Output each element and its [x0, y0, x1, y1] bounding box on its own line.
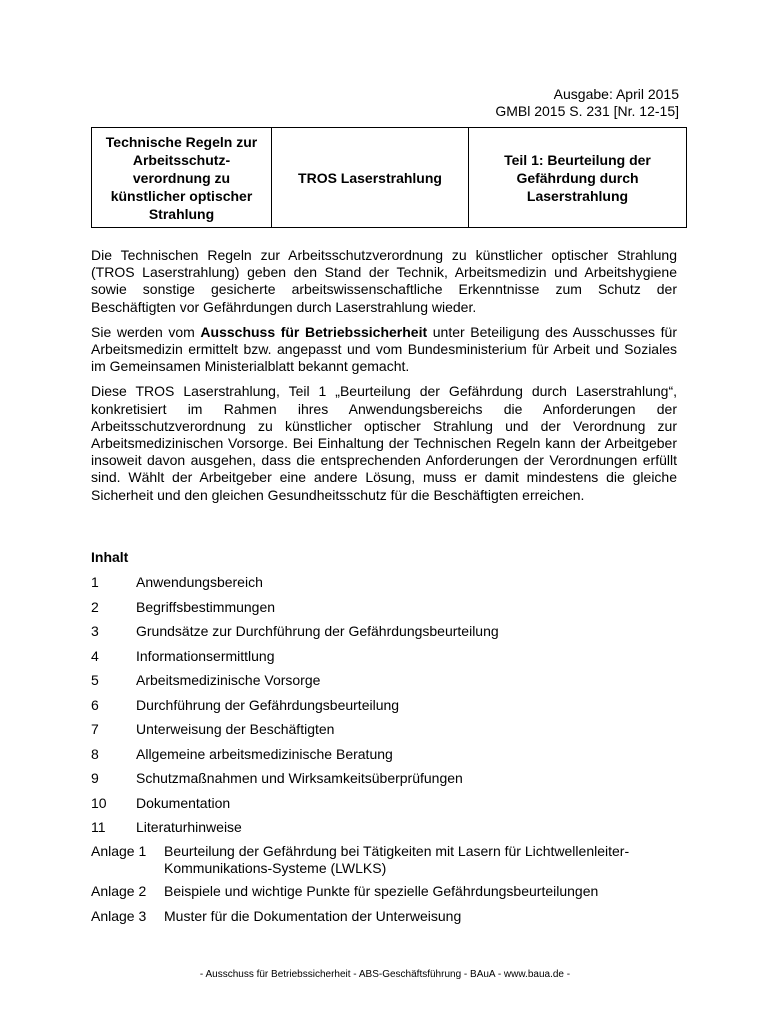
toc-item[interactable] — [91, 795, 677, 820]
toc-item-label: Durchführung der Gefährdungsbeurteilung — [136, 696, 400, 713]
toc-item[interactable] — [91, 648, 677, 673]
toc-item-label: Arbeitsmedizinische Vorsorge — [136, 672, 321, 688]
edition-date: Ausgabe: April 2015 — [553, 86, 679, 102]
annex-number: Anlage 1 — [91, 843, 147, 859]
toc-item-number: 5 — [91, 672, 99, 688]
toc-item[interactable] — [91, 770, 677, 795]
title-table — [91, 127, 687, 228]
toc-item[interactable] — [91, 819, 677, 844]
toc-item-label: Informationsermittlung — [136, 647, 275, 664]
toc-item-number: 9 — [91, 770, 99, 786]
toc-item-label: Unterweisung der Beschäftigten — [136, 721, 335, 737]
toc-annex-item[interactable] — [91, 843, 677, 877]
toc-item[interactable] — [91, 746, 677, 771]
toc-item-number: 3 — [91, 623, 99, 639]
toc-item-label: Anwendungsbereich — [136, 574, 263, 590]
intro-paragraph-1: Die Technischen Regeln zur Arbeitsschutzverordnung zu künstlicher optischer Strahlung (TROS Laserstrahlung) geben den Stand der Technik, Arbeitsmedizin und Arbeitshygiene sowie sonstige gesicherte arbeitswissenschaftliche Erkenntnisse zum Schutz der Beschäftigten vor Gefährdungen durch Laserstrahlung wieder. — [91, 247, 677, 315]
toc-item-number: 6 — [91, 696, 99, 713]
annex-label: Beispiele und wichtige Punkte für spezielle Gefährdungsbeurteilungen — [164, 883, 599, 899]
toc-annex-item[interactable] — [91, 883, 677, 900]
title-cell-regulation: Technische Regeln zur Arbeitsschutz-verordnung zu künstlicher optischer Strahlung — [105, 133, 258, 222]
table-of-contents — [91, 574, 677, 844]
annex-label: Muster für die Dokumentation der Unterweisung — [164, 908, 462, 924]
annex-label: Beurteilung der Gefährdung bei Tätigkeiten mit Lasern für Lichtwellenleiter-Kommunikations-Systeme (LWLKS) — [164, 843, 630, 876]
toc-item[interactable] — [91, 599, 677, 624]
para2-end: unter Beteiligung des Ausschusses für Arbeitsmedizin ermittelt bzw. angepasst und vom Bundesministerium für Arbeit und Soziales im Gemeinsamen Ministerialblatt bekannt gemacht. — [91, 323, 677, 375]
toc-item[interactable] — [91, 697, 677, 722]
toc-item-number: 8 — [91, 745, 99, 762]
toc-annex-item[interactable] — [91, 908, 677, 925]
toc-item-number: 11 — [91, 819, 106, 835]
committee-name: Ausschuss für Betriebssicherheit — [200, 323, 428, 340]
toc-item-label: Allgemeine arbeitsmedizinische Beratung — [136, 745, 393, 762]
toc-item-number: 7 — [91, 721, 99, 737]
title-cell-part: Teil 1: Beurteilung der Gefährdung durch Laserstrahlung — [468, 128, 686, 227]
annex-number: Anlage 2 — [91, 883, 147, 899]
toc-item-number: 1 — [91, 574, 99, 590]
toc-item-label: Grundsätze zur Durchführung der Gefährdungsbeurteilung — [136, 623, 499, 639]
para2-start: Sie werden vom — [91, 323, 201, 340]
toc-item-label: Literaturhinweise — [136, 819, 242, 835]
toc-item-label: Dokumentation — [136, 794, 231, 811]
toc-item-number: 2 — [91, 598, 99, 615]
page-footer: - Ausschuss für Betriebssicherheit - ABS-Geschäftsführung - BAuA - www.baua.de - — [199, 969, 571, 980]
edition-info — [495, 86, 679, 120]
toc-item-number: 10 — [91, 794, 107, 811]
intro-text — [91, 247, 677, 512]
annex-number: Anlage 3 — [91, 908, 147, 924]
toc-item-number: 4 — [91, 647, 99, 664]
toc-item[interactable] — [91, 721, 677, 746]
toc-item[interactable] — [91, 672, 677, 697]
toc-item[interactable] — [91, 574, 677, 599]
gazette-reference: GMBl 2015 S. 231 [Nr. 12-15] — [495, 103, 679, 119]
toc-item[interactable] — [91, 623, 677, 648]
title-cell-tros: TROS Laserstrahlung — [271, 128, 468, 227]
toc-item-label: Schutzmaßnahmen und Wirksamkeitsüberprüfungen — [136, 770, 463, 786]
toc-title: Inhalt — [91, 549, 129, 565]
toc-item-label: Begriffsbestimmungen — [136, 598, 276, 615]
intro-paragraph-2 — [91, 324, 677, 376]
intro-paragraph-3: Diese TROS Laserstrahlung, Teil 1 „Beurteilung der Gefährdung durch Laserstrahlung“, konkretisiert im Rahmen ihres Anwendungsbereichs die Anforderungen der Arbeitsschutzverordnung zu künstlicher optischer Strahlung und der Verordnung zur Arbeitsmedizinischen Vorsorge. Bei Einhaltung der Technischen Regeln kann der Arbeitgeber insoweit davon ausgehen, dass die entsprechenden Anforderungen der Verordnungen erfüllt sind. Wählt der Arbeitgeber eine andere Lösung, muss er damit mindestens die gleiche Sicherheit und den gleichen Gesundheitsschutz für die Beschäftigten erreichen. — [91, 383, 677, 503]
